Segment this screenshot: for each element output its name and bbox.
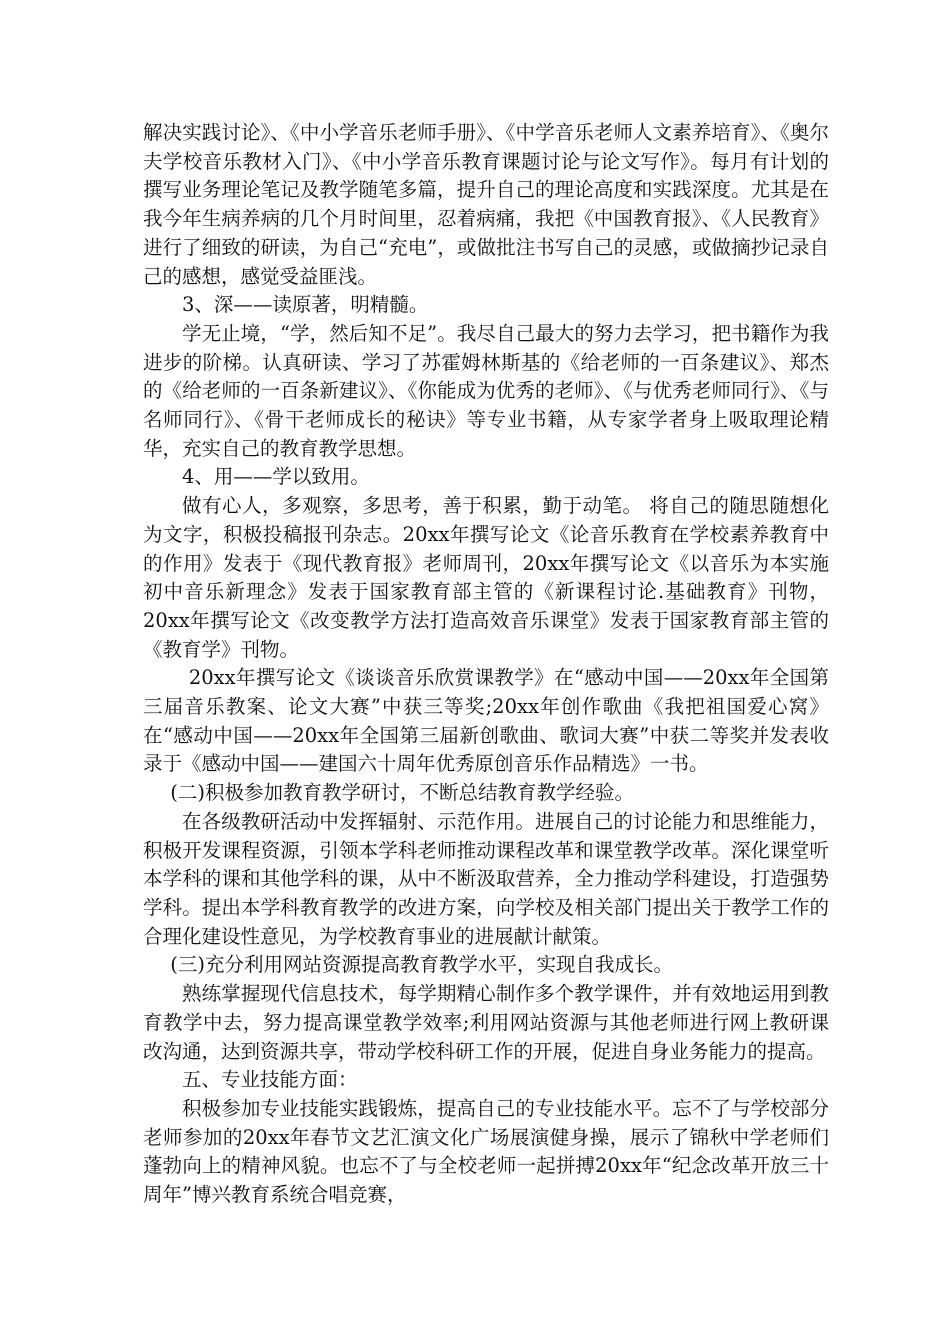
paragraph-skills-practice: 积极参加专业技能实践锻炼，提高自己的专业技能水平。忘不了与学校部分老师参加的20xx年春节文艺汇演文化广场展演健身操，展示了锦秋中学老师们蓬勃向上的精神风貌。也忘不了与全校老师一起拼搏20xx年“纪念改革开放三十周年”博兴教育系统合唱竞赛， xyxy=(143,1096,829,1207)
heading-professional-skills: 五、专业技能方面： xyxy=(182,1068,358,1092)
paragraph-information-technology: 熟练掌握现代信息技术，每学期精心制作多个教学课件，并有效地运用到教育教学中去，努力提高课堂教学效率;利用网站资源与其他老师进行网上教研课改沟通，达到资源共享，带动学校科研工作的开展，促进自身业务能力的提高。 xyxy=(143,982,829,1063)
paragraph-awards: 20xx年撰写论文《谈谈音乐欣赏课教学》在“感动中国——20xx年全国第三届音乐教案、论文大赛”中获三等奖;20xx年创作歌曲《我把祖国爱心窝》在“感动中国——20xx年全国第三届新创歌曲、歌词大赛”中获二等奖并发表收录于《感动中国——建国六十周年优秀原创音乐作品精选》一书。 xyxy=(143,666,829,776)
heading-deep-reading: 3、深——读原著，明精髓。 xyxy=(182,293,429,317)
heading-apply-learning: 4、用——学以致用。 xyxy=(182,465,370,489)
paragraph-writing-papers: 做有心人，多观察，多思考，善于积累，勤于动笔。 将自己的随思随想化为文字，积极投稿报刊杂志。20xx年撰写论文《论音乐教育在学校素养教育中的作用》发表于《现代教育报》老师周刊，20xx年撰写论文《以音乐为本实施初中音乐新理念》发表于国家教育部主管的《新课程讨论.基础教育》刊物，20xx年撰写论文《改变教学方法打造高效音乐课堂》发表于国家教育部主管的《教育学》刊物。 xyxy=(143,494,829,661)
paragraph-endless-learning: 学无止境，“学，然后知不足”。我尽自己最大的努力去学习，把书籍作为我进步的阶梯。认真研读、学习了苏霍姆林斯基的《给老师的一百条建议》、郑杰的《给老师的一百条新建议》、《你能成为优秀的老师》、《与优秀老师同行》、《与名师同行》、《骨干老师成长的秘诀》等专业书籍，从专家学者身上吸取理论精华，充实自己的教育教学思想。 xyxy=(143,321,829,460)
document-body xyxy=(143,119,829,1210)
heading-section-three: (三)充分利用网站资源提高教育教学水平，实现自我成长。 xyxy=(170,953,674,977)
paragraph-reading-list: 解决实践讨论》、《中小学音乐老师手册》、《中学音乐老师人文素养培育》、《奥尔夫学校音乐教材入门》、《中小学音乐教育课题讨论与论文写作》。每月有计划的撰写业务理论笔记及教学随笔多篇，提升自己的理论高度和实践深度。尤其是在我今年生病养病的几个月时间里，忍着病痛，我把《中国教育报》、《人民教育》进行了细致的研读，为自己“充电”，或做批注书写自己的灵感，或做摘抄记录自己的感想，感觉受益匪浅。 xyxy=(143,121,829,288)
paragraph-research-activities: 在各级教研活动中发挥辐射、示范作用。进展自己的讨论能力和思维能力，积极开发课程资源，引领本学科老师推动课程改革和课堂教学改革。深化课堂听本学科的课和其他学科的课，从中不断汲取营养，全力推动学科建设，打造强势学科。提出本学科教育教学的改进方案，向学校及相关部门提出关于教学工作的合理化建设性意见，为学校教育事业的进展献计献策。 xyxy=(143,809,829,948)
heading-section-two: (二)积极参加教育教学研讨，不断总结教育教学经验。 xyxy=(170,781,635,805)
